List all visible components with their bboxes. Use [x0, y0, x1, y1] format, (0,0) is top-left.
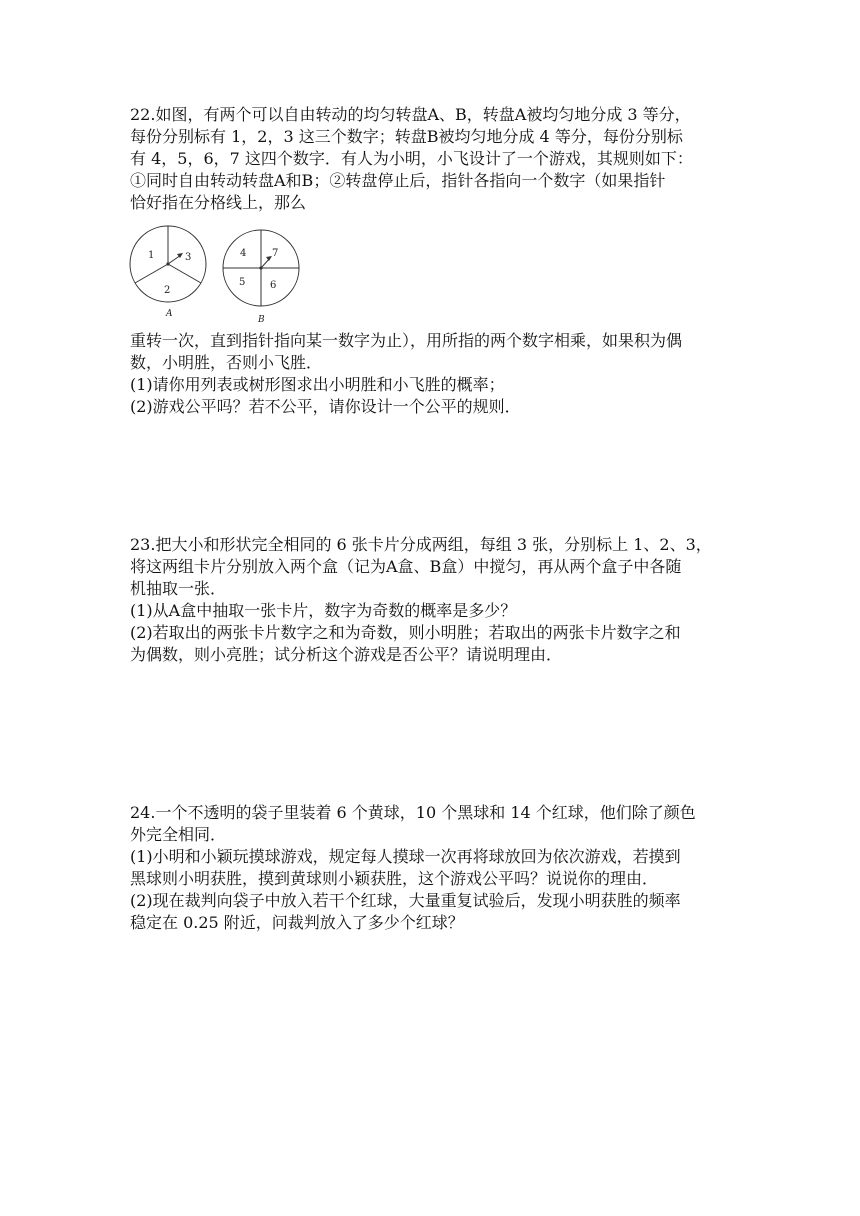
- question-24-line: (1)小明和小颖玩摸球游戏，规定每人摸球一次再将球放回为依次游戏，若摸到: [130, 847, 681, 866]
- question-24-line: 24.一个不透明的袋子里装着 6 个黄球，10 个黑球和 14 个红球，他们除了颜色: [130, 803, 696, 822]
- question-23-line: (2)若取出的两张卡片数字之和为奇数，则小明胜；若取出的两张卡片数字之和: [130, 623, 681, 642]
- spinner-a-label: 2: [164, 285, 171, 296]
- question-23-line: 为偶数，则小亮胜；试分析这个游戏是否公平？请说明理由．: [130, 645, 563, 664]
- question-22-line: ①同时自由转动转盘A和B；②转盘停止后，指针各指向一个数字（如果指针: [130, 171, 666, 190]
- spinner-b: [223, 230, 299, 325]
- question-22-line: 22.如图，有两个可以自由转动的均匀转盘A、B，转盘A被均匀地分成 3 等分，: [130, 105, 691, 124]
- question-23-line: 机抽取一张．: [130, 579, 227, 598]
- question-24-line: (2)现在裁判向袋子中放入若干个红球，大量重复试验后，发现小明获胜的频率: [130, 891, 681, 910]
- spinner-b-label: 7: [272, 248, 279, 259]
- question-24-line: 黑球则小明获胜，摸到黄球则小颖获胜，这个游戏公平吗？说说你的理由．: [130, 869, 659, 888]
- spinner-b-label: 4: [240, 248, 247, 259]
- question-22-line: (2)游戏公平吗？若不公平，请你设计一个公平的规则．: [130, 397, 521, 416]
- question-22-continued: [130, 330, 740, 418]
- question-23-line: (1)从A盒中抽取一张卡片，数字为奇数的概率是多少？: [130, 601, 517, 620]
- question-22: [130, 104, 740, 214]
- question-24: [130, 802, 740, 934]
- question-24-line: 稳定在 0.25 附近，问裁判放入了多少个红球？: [130, 913, 464, 932]
- spinner-b-label: 6: [270, 280, 277, 291]
- spinner-a: [130, 226, 206, 319]
- spinner-a-caption: A: [166, 309, 173, 319]
- question-23: [130, 534, 740, 666]
- question-22-line: 有 4，5，6，7 这四个数字．有人为小明，小飞设计了一个游戏，其规则如下：: [130, 149, 693, 168]
- spinner-a-label: 3: [185, 252, 192, 263]
- question-22-line: 恰好指在分格线上，那么: [130, 193, 307, 212]
- question-23-line: 将这两组卡片分别放入两个盒（记为A盒、B盒）中搅匀，再从两个盒子中各随: [130, 557, 682, 576]
- spinner-b-label: 5: [239, 277, 246, 288]
- question-22-line: (1)请你用列表或树形图求出小明胜和小飞胜的概率；: [130, 375, 505, 394]
- spinner-figure: [126, 222, 306, 326]
- question-22-line: 每份分别标有 1，2，3 这三个数字；转盘B被均匀地分成 4 等分，每份分别标: [130, 127, 683, 146]
- question-22-line: 重转一次，直到指针指向某一数字为止），用所指的两个数字相乘，如果积为偶: [130, 331, 683, 350]
- spinner-a-label: 1: [148, 250, 155, 261]
- question-24-line: 外完全相同．: [130, 825, 227, 844]
- spinner-b-caption: B: [258, 315, 265, 325]
- question-22-line: 数，小明胜，否则小飞胜．: [130, 353, 323, 372]
- question-23-line: 23.把大小和形状完全相同的 6 张卡片分成两组，每组 3 张，分别标上 1、2、3，: [130, 535, 712, 554]
